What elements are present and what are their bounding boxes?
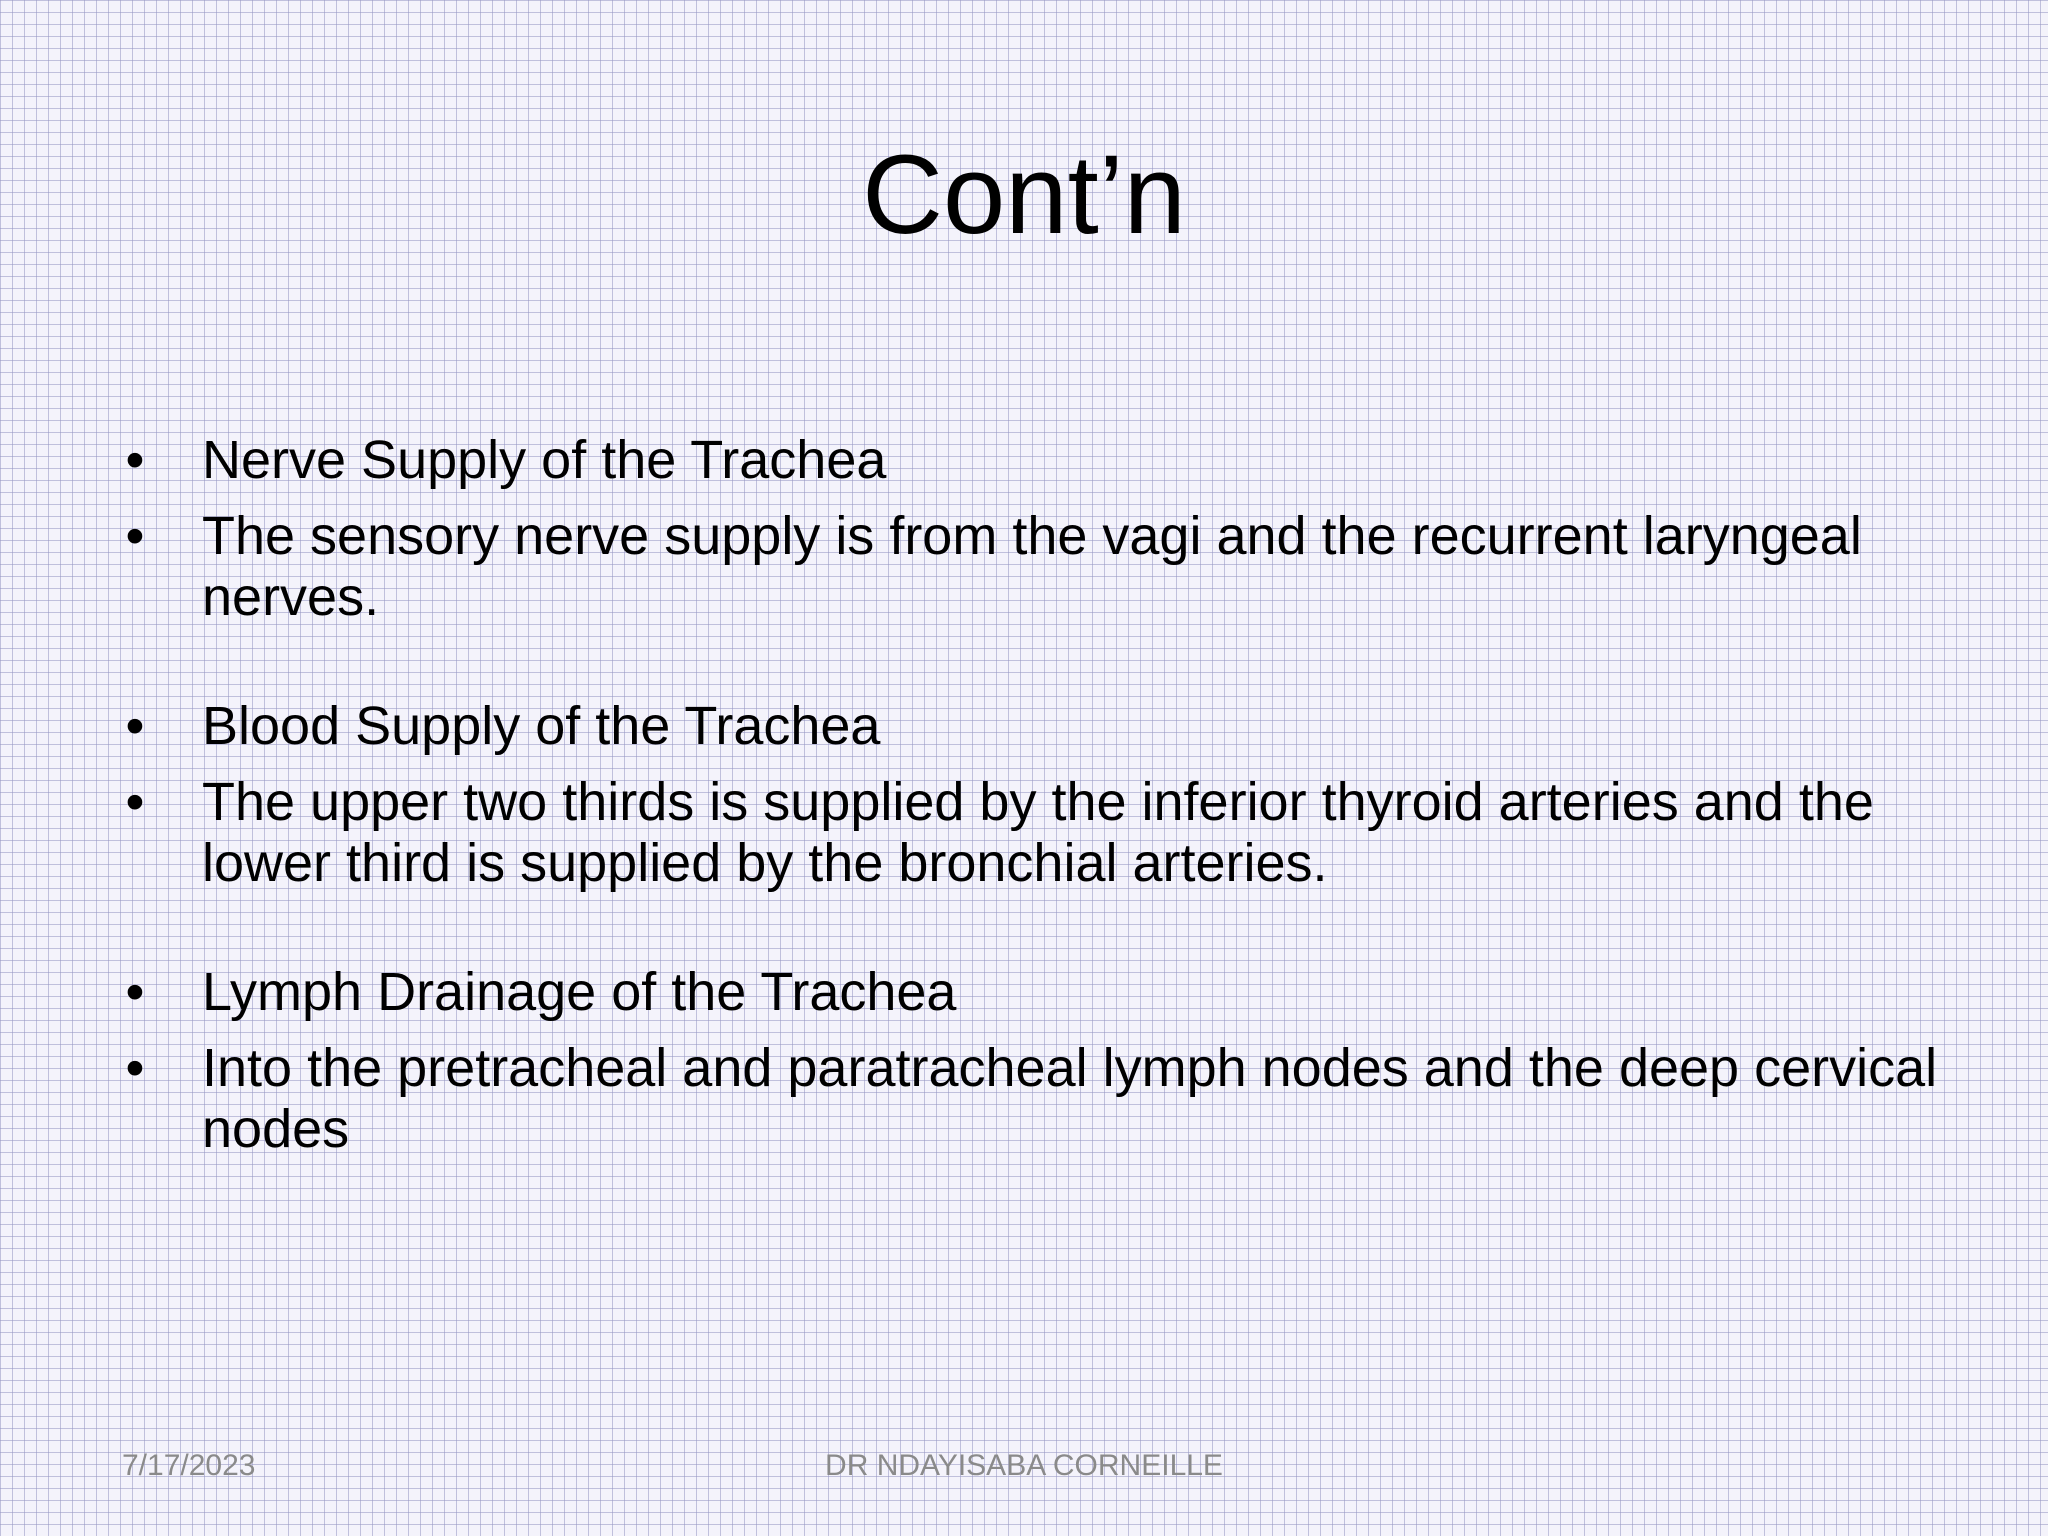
bullet-item [120, 430, 1960, 491]
bullet-marker: • [125, 696, 145, 756]
bullet-item [120, 1038, 1960, 1160]
footer-date: 7/17/2023 [122, 1449, 256, 1482]
bullet-item [120, 506, 1960, 628]
bullet-text: Into the pretracheal and paratracheal lymph nodes and the deep cervical nodes [202, 1038, 1938, 1159]
bullet-item [120, 696, 1960, 757]
bullet-marker: • [125, 962, 145, 1022]
bullet-text: The upper two thirds is supplied by the inferior thyroid arteries and the lower third is supplied by the bronchial arteries. [202, 772, 1874, 893]
bullet-marker: • [125, 772, 145, 832]
bullet-item [120, 772, 1960, 894]
bullet-marker: • [125, 506, 145, 566]
bullet-text: Blood Supply of the Trachea [202, 696, 881, 756]
bullet-text: Lymph Drainage of the Trachea [202, 962, 957, 1022]
slide-title: Cont’n [862, 132, 1186, 257]
bullet-item [120, 962, 1960, 1023]
bullet-text: The sensory nerve supply is from the vagi and the recurrent laryngeal nerves. [202, 506, 1862, 627]
bullet-marker: • [125, 1038, 145, 1098]
footer-author: DR NDAYISABA CORNEILLE [825, 1449, 1223, 1482]
bullet-list [120, 430, 1960, 1175]
bullet-marker: • [125, 430, 145, 490]
bullet-text: Nerve Supply of the Trachea [202, 430, 887, 490]
